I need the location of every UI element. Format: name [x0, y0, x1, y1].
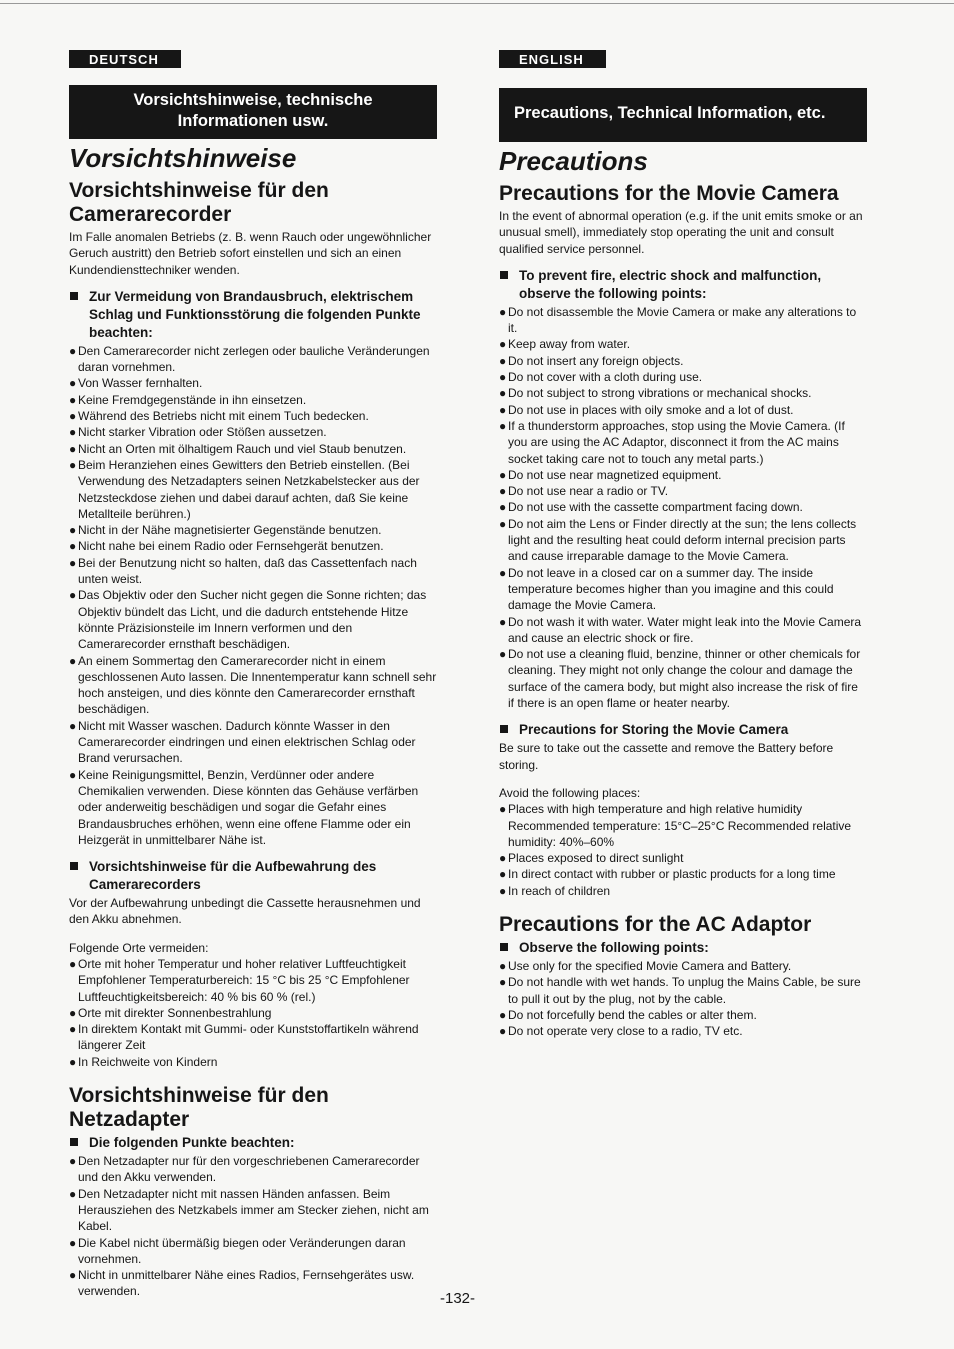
- list-item-text: Do not forcefully bend the cables or alter them.: [508, 1007, 757, 1022]
- square-bullet-icon: [70, 862, 78, 870]
- list-item-text: Do not insert any foreign objects.: [508, 353, 684, 368]
- list-item-text: Die Kabel nicht übermäßig biegen oder Veränderungen daran vornehmen.: [78, 1235, 406, 1266]
- bullet-icon: ●: [69, 343, 77, 358]
- list-item: [69, 424, 437, 440]
- square-bullet-icon: [70, 1138, 78, 1146]
- bullet-icon: ●: [69, 409, 77, 424]
- bullet-list: [499, 958, 867, 1039]
- top-rule: [0, 3, 954, 4]
- subheading-text: Observe the following points:: [519, 939, 709, 955]
- subheading-text: To prevent fire, electric shock and malfunction, observe the following points:: [519, 267, 822, 301]
- list-item: [499, 402, 867, 418]
- bullet-icon: ●: [499, 614, 507, 629]
- list-item: [69, 1005, 437, 1021]
- square-bullet-icon: [500, 725, 508, 733]
- list-item: [69, 1267, 437, 1300]
- list-item: [69, 457, 437, 522]
- bullet-list: [69, 1153, 437, 1300]
- list-item-text: Use only for the specified Movie Camera and Battery.: [508, 958, 792, 973]
- list-item-text: If a thunderstorm approaches, stop using the Movie Camera. (If you are using the AC Adaptor, disconnect it from the AC mains socket taking care not to touch any metal parts.): [508, 418, 845, 466]
- bullet-icon: ●: [69, 1186, 77, 1201]
- list-item: [69, 1235, 437, 1268]
- square-bullet-icon: [70, 292, 78, 300]
- list-item: [69, 767, 437, 848]
- list-item-text: Do not use a cleaning fluid, benzine, thinner or other chemicals for cleaning. They might not only change the colour and damage the surface of the camera body, but might also increase the risk of fire if there is an open flame or heater nearby.: [508, 647, 861, 711]
- square-bullet-icon: [500, 943, 508, 951]
- bullet-icon: ●: [499, 337, 507, 352]
- subheading-text: Zur Vermeidung von Brandausbruch, elektrischem Schlag und Funktionsstörung die folgenden Punkte beachten:: [89, 288, 421, 340]
- list-item-text: Während des Betriebs nicht mit einem Tuch bedecken.: [78, 409, 369, 424]
- list-item-text: Orte mit hoher Temperatur und hoher relativer Luftfeuchtigkeit Empfohlener Temperaturbereich: 15 °C bis 25 °C Empfohlener Luftfeuchtigkeitsbereich: 40 % bis 60 % (rel.): [78, 956, 410, 1004]
- avoid-label: Avoid the following places:: [499, 785, 641, 800]
- bullet-list: [69, 956, 437, 1070]
- bullet-icon: ●: [69, 1154, 77, 1169]
- list-item-text: Do not operate very close to a radio, TV etc.: [508, 1024, 743, 1039]
- bullet-icon: ●: [499, 402, 507, 417]
- spacer: [69, 928, 437, 940]
- bullet-icon: ●: [499, 467, 507, 482]
- bullet-icon: ●: [499, 500, 507, 515]
- list-item-text: Nicht mit Wasser waschen. Dadurch könnte Wasser in den Camerarecorder eindringen und einen elektrischen Schlag oder Brand verursachen.: [78, 718, 416, 766]
- bullet-icon: ●: [69, 392, 77, 407]
- page-title: Vorsichtshinweise: [69, 143, 297, 173]
- list-item: [499, 353, 867, 369]
- list-item-text: Do not use near magnetized equipment.: [508, 467, 722, 482]
- bullet-icon: ●: [499, 958, 507, 973]
- bullet-list: [69, 343, 437, 848]
- list-item-text: Do not use with the cassette compartment facing down.: [508, 500, 803, 515]
- subheading-fire-prevention: [69, 288, 437, 342]
- list-item: [69, 538, 437, 554]
- list-item: [499, 646, 867, 711]
- list-item: [69, 718, 437, 767]
- section-banner: Precautions, Technical Information, etc.: [499, 88, 867, 142]
- bullet-icon: ●: [69, 425, 77, 440]
- list-item-text: Keine Fremdgegenstände in ihn einsetzen.: [78, 392, 307, 407]
- list-item: [499, 974, 867, 1007]
- bullet-icon: ●: [499, 867, 507, 882]
- list-item-text: In direktem Kontakt mit Gummi- oder Kunststoffartikeln während längerer Zeit: [78, 1022, 419, 1053]
- bullet-icon: ●: [69, 653, 77, 668]
- list-item: [499, 516, 867, 565]
- bullet-icon: ●: [69, 555, 77, 570]
- heading-ac-adaptor: Precautions for the AC Adaptor: [499, 912, 812, 936]
- list-item: [69, 343, 437, 376]
- list-item-text: Do not wash it with water. Water might leak into the Movie Camera and cause an electric shock or fire.: [508, 614, 862, 645]
- list-item: [499, 385, 867, 401]
- list-item: [499, 467, 867, 483]
- intro-paragraph: In the event of abnormal operation (e.g. if the unit emits smoke or an unusual smell), immediately stop operating the unit and consult qualified service personnel.: [499, 209, 863, 256]
- list-item-text: In direct contact with rubber or plastic products for a long time: [508, 867, 836, 882]
- bullet-icon: ●: [69, 767, 77, 782]
- spacer: [499, 773, 867, 785]
- list-item-text: Von Wasser fernhalten.: [78, 376, 203, 391]
- square-bullet-icon: [500, 271, 508, 279]
- bullet-icon: ●: [69, 441, 77, 456]
- storage-intro: Vor der Aufbewahrung unbedingt die Cassette herausnehmen und den Akku abnehmen.: [69, 896, 421, 927]
- list-item: [499, 1023, 867, 1039]
- subheading-fire-prevention: [499, 267, 867, 303]
- list-item: [69, 653, 437, 718]
- heading-camerarecorder: Vorsichtshinweise für den Camerarecorder: [69, 179, 329, 226]
- list-item-text: Keine Reinigungsmittel, Benzin, Verdünner oder andere Chemikalien verwenden. Diese könnten das Gehäuse verfärben oder anderweitig beschädigen und sogar die Gefahr eines Brandausbruches erhöhen, wenn eine offene Flamme oder ein Heizgerät in unmittelbarer Nähe ist.: [78, 767, 419, 847]
- language-tab-deutsch: DEUTSCH: [69, 50, 181, 68]
- list-item-text: Places with high temperature and high relative humidity Recommended temperature: 15°C–25°C Recommended relative humidity: 40%–60%: [508, 802, 852, 849]
- bullet-icon: ●: [69, 1268, 77, 1283]
- bullet-list: [499, 801, 867, 899]
- list-item-text: Do not cover with a cloth during use.: [508, 370, 703, 385]
- bullet-icon: ●: [499, 1024, 507, 1039]
- language-tab-english: ENGLISH: [499, 50, 606, 68]
- list-item: [499, 369, 867, 385]
- list-item-text: An einem Sommertag den Camerarecorder nicht in einem geschlossenen Auto lassen. Die Innentemperatur kann schnell sehr hoch ansteigen, und dies könnte den Camerarecorder ernsthaft beschädigen.: [78, 653, 437, 717]
- list-item: [499, 958, 867, 974]
- bullet-icon: ●: [499, 418, 507, 433]
- list-item: [499, 850, 867, 866]
- list-item-text: Do not leave in a closed car on a summer day. The inside temperature becomes higher than you imagine and this could damage the Movie Camera.: [508, 565, 834, 613]
- list-item: [499, 801, 867, 850]
- list-item: [69, 1054, 437, 1070]
- avoid-label: Folgende Orte vermeiden:: [69, 940, 209, 955]
- list-item: [69, 392, 437, 408]
- bullet-icon: ●: [69, 1022, 77, 1037]
- bullet-icon: ●: [69, 956, 77, 971]
- list-item-text: Do not disassemble the Movie Camera or make any alterations to it.: [508, 304, 857, 336]
- english-column: [499, 50, 867, 1039]
- section-banner: Vorsichtshinweise, technische Informationen usw.: [69, 85, 437, 139]
- page-title: Precautions: [499, 146, 648, 176]
- bullet-icon: ●: [499, 386, 507, 401]
- list-item-text: Nicht nahe bei einem Radio oder Fernsehgerät benutzen.: [78, 539, 384, 554]
- list-item-text: Nicht an Orten mit ölhaltigem Rauch und viel Staub benutzen.: [78, 441, 407, 456]
- storage-intro: Be sure to take out the cassette and remove the Battery before storing.: [499, 741, 834, 772]
- list-item: [69, 1021, 437, 1054]
- bullet-icon: ●: [69, 376, 77, 391]
- list-item: [69, 408, 437, 424]
- bullet-icon: ●: [499, 484, 507, 499]
- subheading-text: Die folgenden Punkte beachten:: [89, 1135, 295, 1151]
- list-item-text: In reach of children: [508, 883, 611, 898]
- bullet-icon: ●: [69, 1005, 77, 1020]
- bullet-icon: ●: [499, 1007, 507, 1022]
- list-item: [69, 1186, 437, 1235]
- list-item: [499, 883, 867, 899]
- list-item-text: Nicht in unmittelbarer Nähe eines Radios, Fernsehgerätes usw. verwenden.: [78, 1268, 415, 1299]
- german-column: [69, 50, 437, 1300]
- page-number: -132-: [440, 1290, 476, 1307]
- list-item: [69, 375, 437, 391]
- bullet-icon: ●: [69, 1054, 77, 1069]
- list-item-text: Do not use near a radio or TV.: [508, 484, 669, 499]
- list-item: [69, 956, 437, 1005]
- list-item: [69, 555, 437, 588]
- list-item: [69, 522, 437, 538]
- bullet-icon: ●: [499, 851, 507, 866]
- bullet-icon: ●: [499, 370, 507, 385]
- list-item-text: Bei der Benutzung nicht so halten, daß das Cassettenfach nach unten weist.: [78, 555, 417, 587]
- list-item: [499, 565, 867, 614]
- intro-paragraph: Im Falle anomalen Betriebs (z. B. wenn Rauch oder ungewöhnlicher Geruch austritt) den Betrieb sofort einstellen und sich an einen Kundendiensttechniker wenden.: [69, 230, 432, 277]
- list-item-text: In Reichweite von Kindern: [78, 1054, 218, 1069]
- subheading-storage: [499, 721, 867, 739]
- bullet-icon: ●: [499, 516, 507, 531]
- list-item: [499, 1007, 867, 1023]
- list-item: [499, 336, 867, 352]
- subheading-text: Vorsichtshinweise für die Aufbewahrung des Camerarecorders: [89, 859, 377, 893]
- list-item: [499, 418, 867, 467]
- bullet-icon: ●: [499, 802, 507, 817]
- heading-movie-camera: Precautions for the Movie Camera: [499, 182, 839, 205]
- list-item-text: Den Netzadapter nicht mit nassen Händen anfassen. Beim Herausziehen des Netzkabels immer am Stecker ziehen, nicht am Kabel.: [78, 1186, 429, 1234]
- bullet-icon: ●: [499, 565, 507, 580]
- list-item-text: Orte mit direkter Sonnenbestrahlung: [78, 1005, 272, 1020]
- list-item: [69, 587, 437, 652]
- bullet-icon: ●: [69, 539, 77, 554]
- bullet-icon: ●: [69, 457, 77, 472]
- list-item-text: Do not subject to strong vibrations or mechanical shocks.: [508, 386, 812, 401]
- list-item-text: Places exposed to direct sunlight: [508, 851, 684, 866]
- bullet-icon: ●: [69, 588, 77, 603]
- bullet-icon: ●: [499, 647, 507, 662]
- list-item-text: Do not handle with wet hands. To unplug the Mains Cable, be sure to pull it out by the plug, not by the cable.: [508, 975, 861, 1006]
- list-item: [499, 483, 867, 499]
- subheading-text: Precautions for Storing the Movie Camera: [519, 722, 789, 738]
- list-item-text: Do not use in places with oily smoke and a lot of dust.: [508, 402, 794, 417]
- list-item: [499, 499, 867, 515]
- heading-netzadapter: Vorsichtshinweise für den Netzadapter: [69, 1084, 329, 1132]
- list-item-text: Beim Heranziehen eines Gewitters den Betrieb einstellen. (Bei Verwendung des Netzadapters seinen Netzkabelstecker aus der Netzsteckdose ziehen und dabei darauf achten, daß Sie keine Metallteile berühren.): [78, 457, 420, 521]
- bullet-icon: ●: [499, 353, 507, 368]
- subheading-storage: [69, 858, 437, 894]
- list-item-text: Do not aim the Lens or Finder directly at the sun; the lens collects light and the resulting heat could deform internal precision parts and cause irreparable damage to the Movie Camera.: [508, 516, 857, 564]
- bullet-icon: ●: [69, 523, 77, 538]
- bullet-icon: ●: [69, 1235, 77, 1250]
- subheading-adapter-points: [69, 1134, 437, 1152]
- bullet-list: [499, 304, 867, 711]
- subheading-adapter-points: [499, 939, 867, 957]
- list-item-text: Das Objektiv oder den Sucher nicht gegen die Sonne richten; das Objektiv bündelt das Licht, und die dadurch entstehende Hitze könnte Präzisionsteile im Innern verformen und den Camerarecorder ernsthaft beschädigen.: [78, 588, 427, 652]
- bullet-icon: ●: [499, 975, 507, 990]
- list-item-text: Keep away from water.: [508, 337, 631, 352]
- list-item: [69, 1153, 437, 1186]
- list-item-text: Den Netzadapter nur für den vorgeschriebenen Camerarecorder und den Akku verwenden.: [78, 1154, 420, 1185]
- list-item-text: Den Camerarecorder nicht zerlegen oder bauliche Veränderungen daran vornehmen.: [78, 343, 430, 375]
- bullet-icon: ●: [499, 304, 507, 319]
- list-item: [69, 441, 437, 457]
- list-item-text: Nicht in der Nähe magnetisierter Gegenstände benutzen.: [78, 523, 382, 538]
- list-item: [499, 866, 867, 882]
- list-item: [499, 614, 867, 647]
- list-item-text: Nicht starker Vibration oder Stößen aussetzen.: [78, 425, 327, 440]
- bullet-icon: ●: [499, 883, 507, 898]
- list-item: [499, 304, 867, 337]
- bullet-icon: ●: [69, 718, 77, 733]
